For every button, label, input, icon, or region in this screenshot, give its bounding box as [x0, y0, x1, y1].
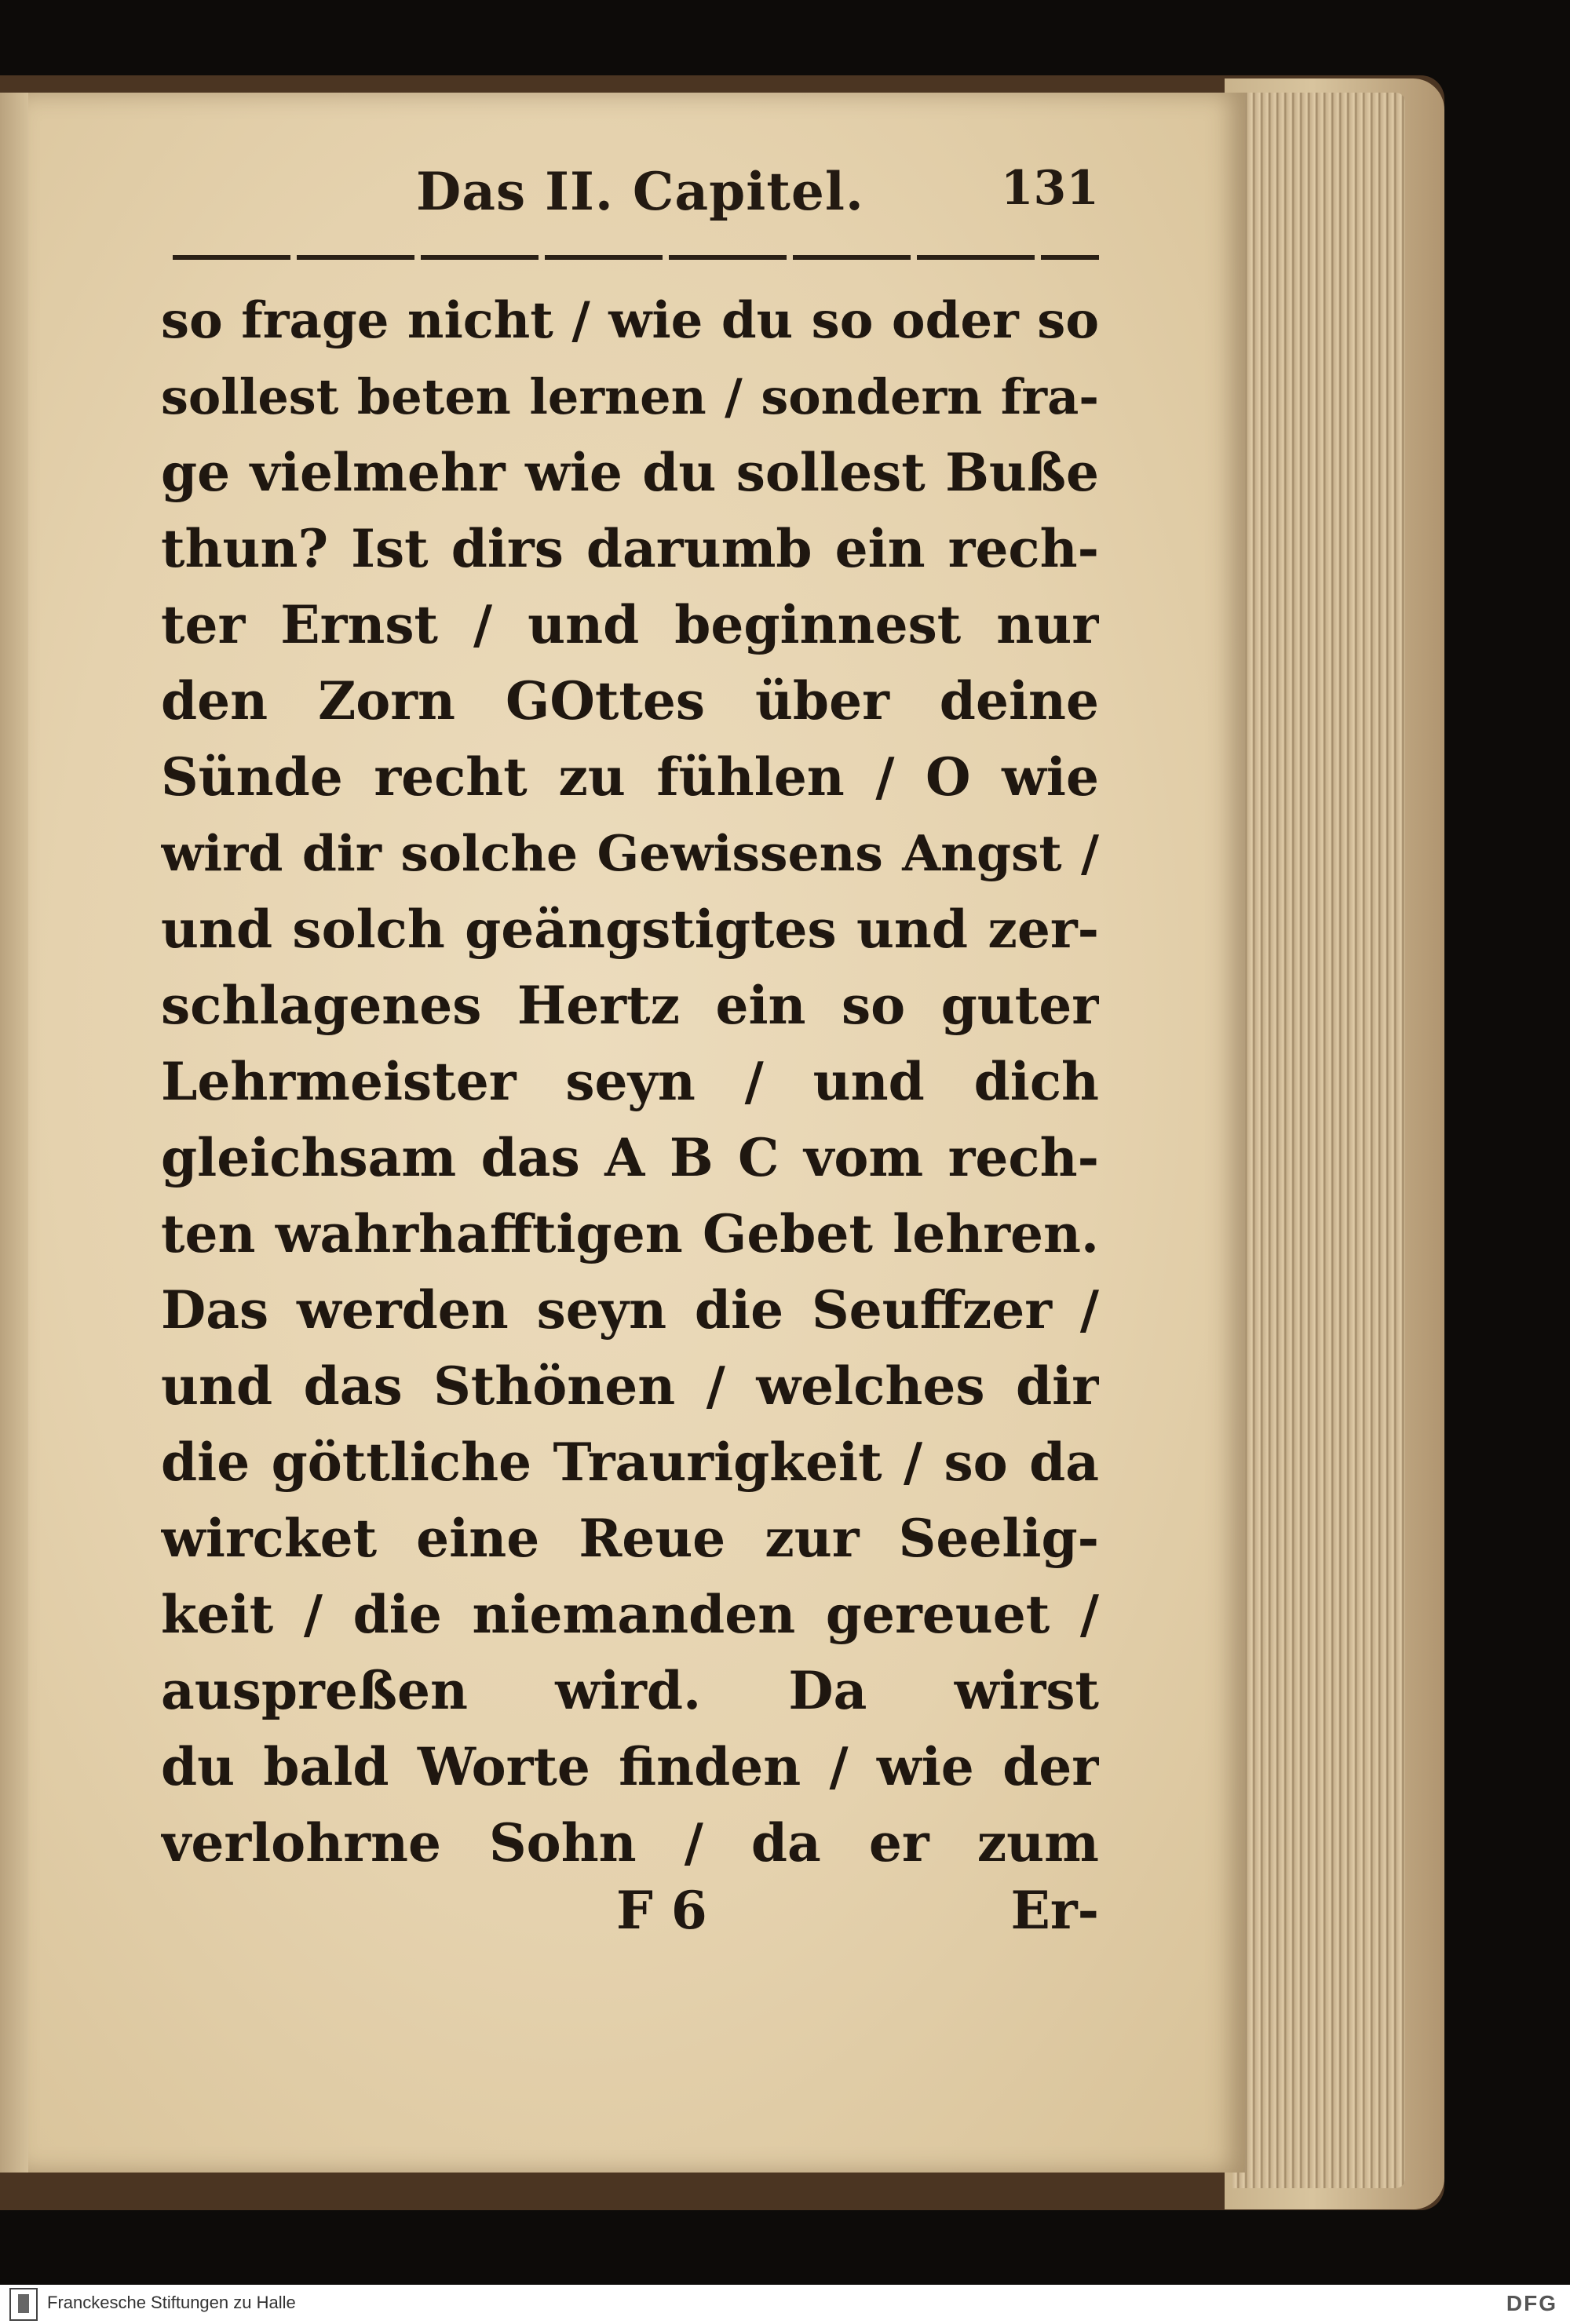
facing-page-edge [0, 93, 31, 2173]
body-text [161, 283, 1099, 1881]
text-line: und solch geängstigtes und zer- [161, 899, 1099, 960]
library-logo-icon [9, 2288, 38, 2321]
text-line: Sünde recht zu fühlen / O wie [161, 746, 1099, 808]
text-line: sollest beten lernen / sondern fra- [161, 368, 1099, 425]
page-number: 131 [1000, 161, 1099, 216]
text-line: keit / die niemanden gereuet / [161, 1584, 1099, 1645]
text-line: Das werden seyn die Seuffzer / [161, 1279, 1099, 1341]
text-line: schlagenes Hertz ein so guter [161, 975, 1099, 1036]
viewer-footer-bar [0, 2285, 1570, 2324]
text-line: und das Sthönen / welches dir [161, 1355, 1099, 1417]
text-line: gleichsam das A B C vom rech- [161, 1127, 1099, 1188]
text-line: ter Ernst / und beginnest nur [161, 594, 1099, 655]
running-title: Das II. Capitel. [416, 161, 864, 222]
header-rule [173, 255, 1099, 260]
text-line: wircket eine Reue zur Seelig- [161, 1508, 1099, 1569]
page-header [416, 161, 1099, 232]
text-line: auspreßen wird. Da wirst [161, 1660, 1099, 1721]
text-line: Lehrmeister seyn / und dich [161, 1051, 1099, 1112]
signature-mark: F 6 [616, 1880, 707, 1941]
text-line: den Zorn GOttes über deine [161, 670, 1099, 731]
text-line: du bald Worte finden / wie der [161, 1736, 1099, 1797]
page-footer [161, 1880, 1099, 1950]
text-line: so frage nicht / wie du so oder so [161, 291, 1099, 350]
text-line: die göttliche Traurigkeit / so da [161, 1432, 1099, 1493]
text-line: thun? Ist dirs darumb ein rech- [161, 518, 1099, 579]
text-line: wird dir solche Gewissens Angst / [161, 824, 1099, 882]
dfg-logo: DFG [1506, 2291, 1557, 2315]
text-line: ge vielmehr wie du sollest Buße [161, 442, 1099, 503]
page-edges [1232, 93, 1405, 2188]
catchword: Er- [1010, 1880, 1099, 1941]
library-name: Franckesche Stiftungen zu Halle [47, 2293, 296, 2312]
text-line: verlohrne Sohn / da er zum [161, 1812, 1099, 1873]
text-line: ten wahrhafftigen Gebet lehren. [161, 1203, 1099, 1264]
